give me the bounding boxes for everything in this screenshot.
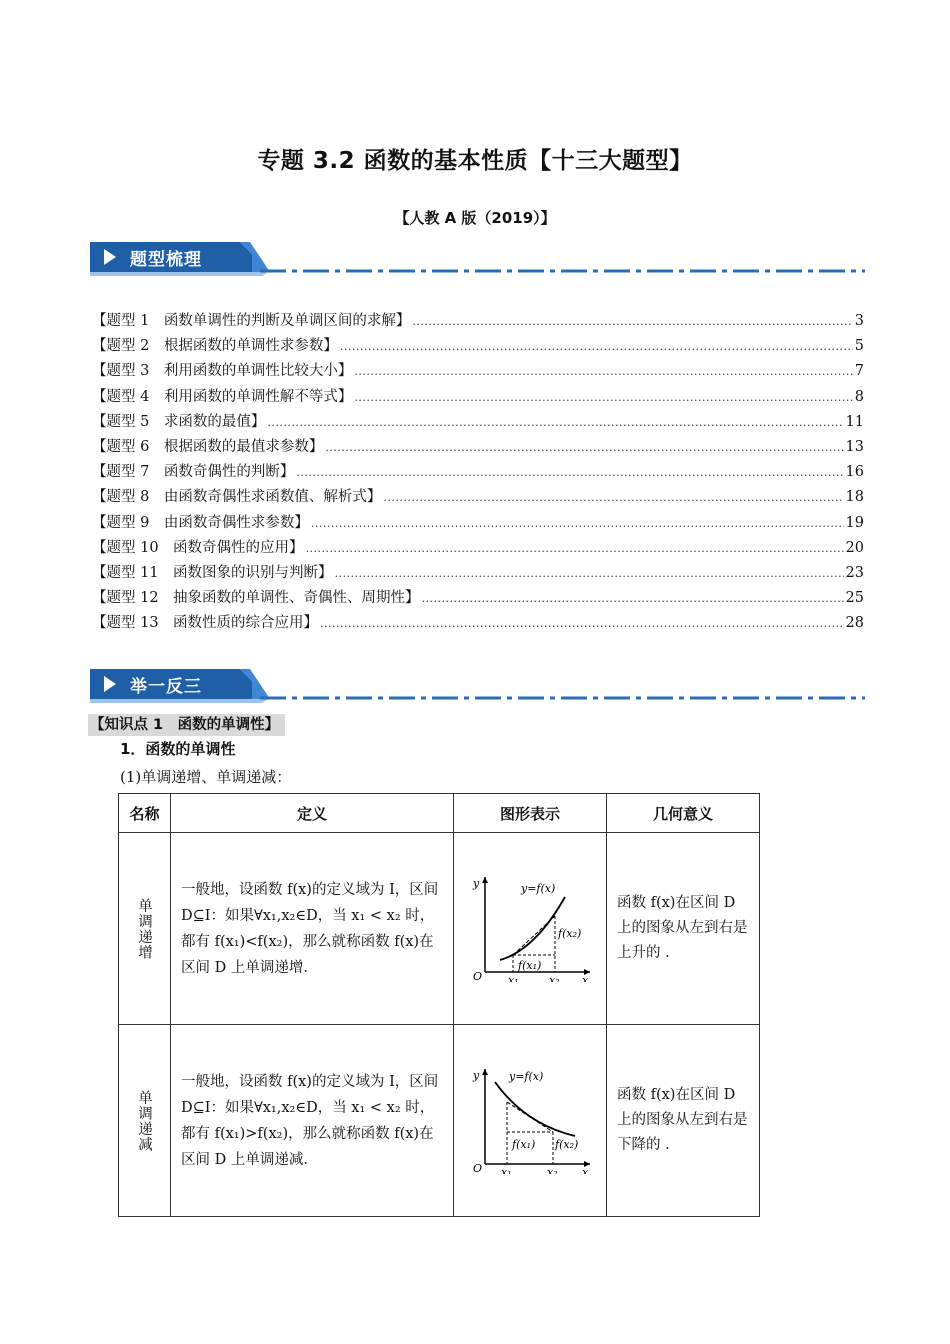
x2-label: x₂	[549, 973, 560, 982]
toc-item-page: 20	[845, 539, 864, 556]
knowledge-point-heading: 【知识点 1 函数的单调性】	[88, 714, 285, 736]
header-definition: 定义	[171, 794, 454, 833]
toc-leader	[340, 340, 853, 353]
row-definition: 一般地，设函数 f(x)的定义域为 I，区间 D⊆I：如果∀x₁,x₂∈D，当 x₁ < x₂ 时，都有 f(x₁)>f(x₂)，那么就称函数 f(x)在区间 D 上单调递减.	[171, 1025, 454, 1217]
table-of-contents	[92, 309, 864, 636]
table-row	[119, 833, 760, 1025]
curve-label: y=f(x)	[521, 881, 556, 895]
toc-item[interactable]	[92, 586, 864, 611]
toc-item-label: 【题型 11 函数图象的识别与判断】	[92, 564, 333, 581]
origin-label: O	[473, 969, 483, 982]
row-meaning: 函数 f(x)在区间 D 上的图象从左到右是下降的 .	[607, 1025, 760, 1217]
table-row	[119, 1025, 760, 1217]
toc-item[interactable]	[92, 485, 864, 510]
toc-item[interactable]	[92, 309, 864, 334]
subsection-title: 1．函数的单调性	[120, 740, 236, 758]
intro-text: (1)单调递增、单调递减：	[120, 768, 292, 786]
toc-leader	[383, 491, 843, 504]
toc-item-label: 【题型 12 抽象函数的单调性、奇偶性、周期性】	[92, 590, 420, 607]
x2-label: x₂	[547, 1165, 558, 1174]
section-banner-practice	[90, 667, 865, 705]
increasing-graph	[465, 872, 595, 982]
section-banner-toc	[90, 240, 865, 278]
decreasing-graph	[465, 1064, 595, 1174]
toc-item[interactable]	[92, 611, 864, 636]
toc-leader	[311, 517, 844, 530]
toc-item[interactable]	[92, 410, 864, 435]
toc-item-label: 【题型 6 根据函数的最值求参数】	[92, 438, 324, 455]
fx2-label: f(x₂)	[555, 1137, 579, 1151]
toc-item-label: 【题型 8 由函数奇偶性求函数值、解析式】	[92, 489, 382, 506]
fx2-label: f(x₂)	[558, 926, 582, 940]
fx1-label: f(x₁)	[518, 958, 542, 972]
row-meaning: 函数 f(x)在区间 D 上的图象从左到右是上升的 .	[607, 833, 760, 1025]
banner-graphic	[90, 240, 865, 278]
toc-item-page: 11	[845, 413, 864, 430]
toc-item-page: 16	[845, 464, 864, 481]
header-graph: 图形表示	[454, 794, 607, 833]
origin-label: O	[473, 1161, 483, 1174]
toc-item-label: 【题型 5 求函数的最值】	[92, 413, 266, 430]
banner-graphic	[90, 667, 865, 705]
row-definition: 一般地，设函数 f(x)的定义域为 I，区间 D⊆I：如果∀x₁,x₂∈D，当 x₁ < x₂ 时，都有 f(x₁)<f(x₂)，那么就称函数 f(x)在区间 D 上单调递增.	[171, 833, 454, 1025]
toc-leader	[422, 592, 844, 605]
table-header-row	[119, 794, 760, 833]
toc-item[interactable]	[92, 536, 864, 561]
toc-item-page: 7	[854, 363, 864, 380]
toc-item[interactable]	[92, 511, 864, 536]
toc-item-page: 19	[845, 514, 864, 531]
toc-leader	[296, 466, 843, 479]
toc-leader	[267, 416, 843, 429]
page-title: 专题 3.2 函数的基本性质【十三大题型】	[257, 148, 693, 174]
toc-leader	[412, 315, 852, 328]
curve-label: y=f(x)	[509, 1069, 544, 1083]
toc-item-page: 13	[845, 438, 864, 455]
toc-leader	[335, 567, 844, 580]
x-axis-label: x	[582, 1165, 589, 1174]
toc-item-label: 【题型 13 函数性质的综合应用】	[92, 615, 319, 632]
toc-leader	[325, 441, 843, 454]
fx1-label: f(x₁)	[512, 1137, 536, 1151]
toc-item-page: 25	[845, 590, 864, 607]
toc-item-page: 28	[845, 615, 864, 632]
banner-toc-label: 题型梳理	[130, 250, 202, 270]
toc-item-label: 【题型 9 由函数奇偶性求参数】	[92, 514, 309, 531]
toc-item-page: 23	[845, 564, 864, 581]
row-name: 单调递增	[136, 897, 152, 960]
monotonicity-table	[118, 793, 760, 1217]
toc-item[interactable]	[92, 460, 864, 485]
graph-cell	[454, 1025, 607, 1217]
y-axis-label: y	[473, 876, 480, 890]
edition-label: 【人教 A 版（2019）】	[394, 209, 556, 227]
toc-item-label: 【题型 10 函数奇偶性的应用】	[92, 539, 304, 556]
toc-item-label: 【题型 3 利用函数的单调性比较大小】	[92, 363, 353, 380]
toc-leader	[306, 542, 844, 555]
toc-item-page: 18	[845, 489, 864, 506]
header-meaning: 几何意义	[607, 794, 760, 833]
toc-item[interactable]	[92, 334, 864, 359]
y-axis-label: y	[473, 1068, 480, 1082]
toc-item-label: 【题型 7 函数奇偶性的判断】	[92, 464, 295, 481]
graph-cell	[454, 833, 607, 1025]
header-name: 名称	[119, 794, 171, 833]
x1-label: x₁	[501, 1165, 512, 1174]
banner-practice-label: 举一反三	[130, 677, 202, 697]
toc-item[interactable]	[92, 435, 864, 460]
toc-leader	[354, 391, 852, 404]
toc-item-page: 5	[854, 338, 864, 355]
toc-item-page: 3	[854, 313, 864, 329]
x1-label: x₁	[508, 973, 519, 982]
toc-item-label: 【题型 4 利用函数的单调性解不等式】	[92, 388, 353, 405]
toc-leader	[354, 365, 852, 378]
toc-item[interactable]	[92, 385, 864, 410]
toc-leader	[320, 617, 843, 630]
toc-item-label: 【题型 2 根据函数的单调性求参数】	[92, 338, 338, 355]
x-axis-label: x	[582, 973, 589, 982]
toc-item[interactable]	[92, 561, 864, 586]
toc-item-page: 8	[854, 388, 864, 405]
row-name: 单调递减	[136, 1089, 152, 1152]
toc-item[interactable]	[92, 359, 864, 384]
toc-item-label: 【题型 1 函数单调性的判断及单调区间的求解】	[92, 313, 411, 329]
